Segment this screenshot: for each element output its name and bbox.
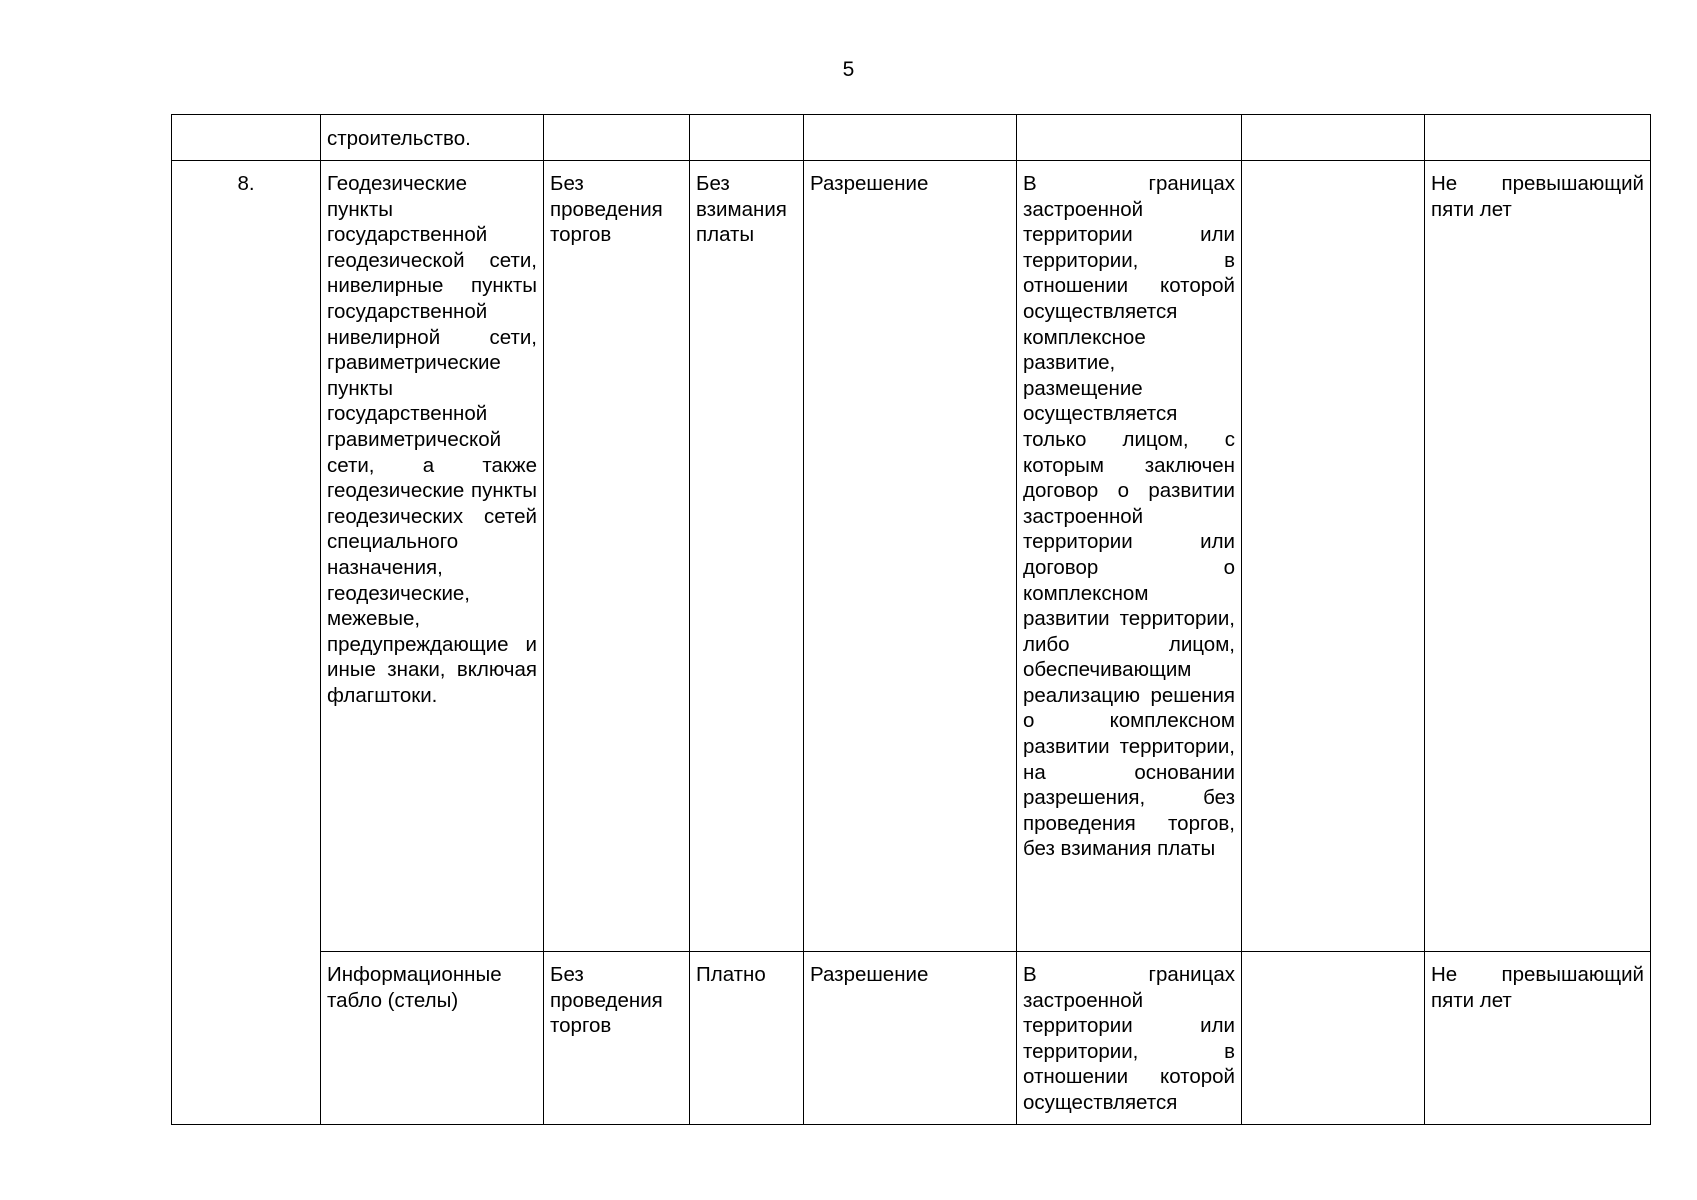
cell-payment: Платно (690, 952, 804, 1125)
page-number: 5 (842, 58, 855, 81)
cell-document (804, 115, 1017, 161)
cell-term (1425, 115, 1651, 161)
cell-conditions: В границах застроенной территории или территории, в отношении которой осуществляется комплексное развитие, размещение осуществляется только лицом, с которым заключен договор о развитии застроенной территории или договор о комплексном развитии территории, либо лицом, обеспечивающим реализацию решения о комплексном развитии территории, на основании разрешения, без проведения торгов, без взимания платы (1017, 161, 1242, 952)
cell-number (172, 115, 321, 161)
cell-term: Не превышающий пяти лет (1425, 952, 1651, 1125)
table-row-continuation (172, 115, 1651, 161)
cell-conditions (1017, 115, 1242, 161)
cell-object: Геодезические пункты государственной геодезической сети, нивелирные пункты государственной нивелирной сети, гравиметрические пункты государственной гравиметрической сети, а также геодезические пункты геодезических сетей специального назначения, геодезические, межевые, предупреждающие и иные знаки, включая флагштоки. (321, 161, 544, 952)
cell-document: Разрешение (804, 161, 1017, 952)
placement-table (171, 114, 1651, 1125)
cell-tender: Без проведения торгов (544, 161, 690, 952)
cell-extra (1242, 161, 1425, 952)
cell-document: Разрешение (804, 952, 1017, 1125)
table-row-geodetic (172, 161, 1651, 952)
cell-object: Информационные табло (стелы) (321, 952, 544, 1125)
cell-payment (690, 115, 804, 161)
cell-tender (544, 115, 690, 161)
cell-extra (1242, 952, 1425, 1125)
cell-conditions: В границах застроенной территории или территории, в отношении которой осуществляется (1017, 952, 1242, 1125)
cell-object: строительство. (321, 115, 544, 161)
cell-tender: Без проведения торгов (544, 952, 690, 1125)
table-row-info-boards (172, 952, 1651, 1125)
cell-payment: Без взимания платы (690, 161, 804, 952)
cell-term: Не превышающий пяти лет (1425, 161, 1651, 952)
cell-number: 8. (172, 161, 321, 1125)
cell-extra (1242, 115, 1425, 161)
